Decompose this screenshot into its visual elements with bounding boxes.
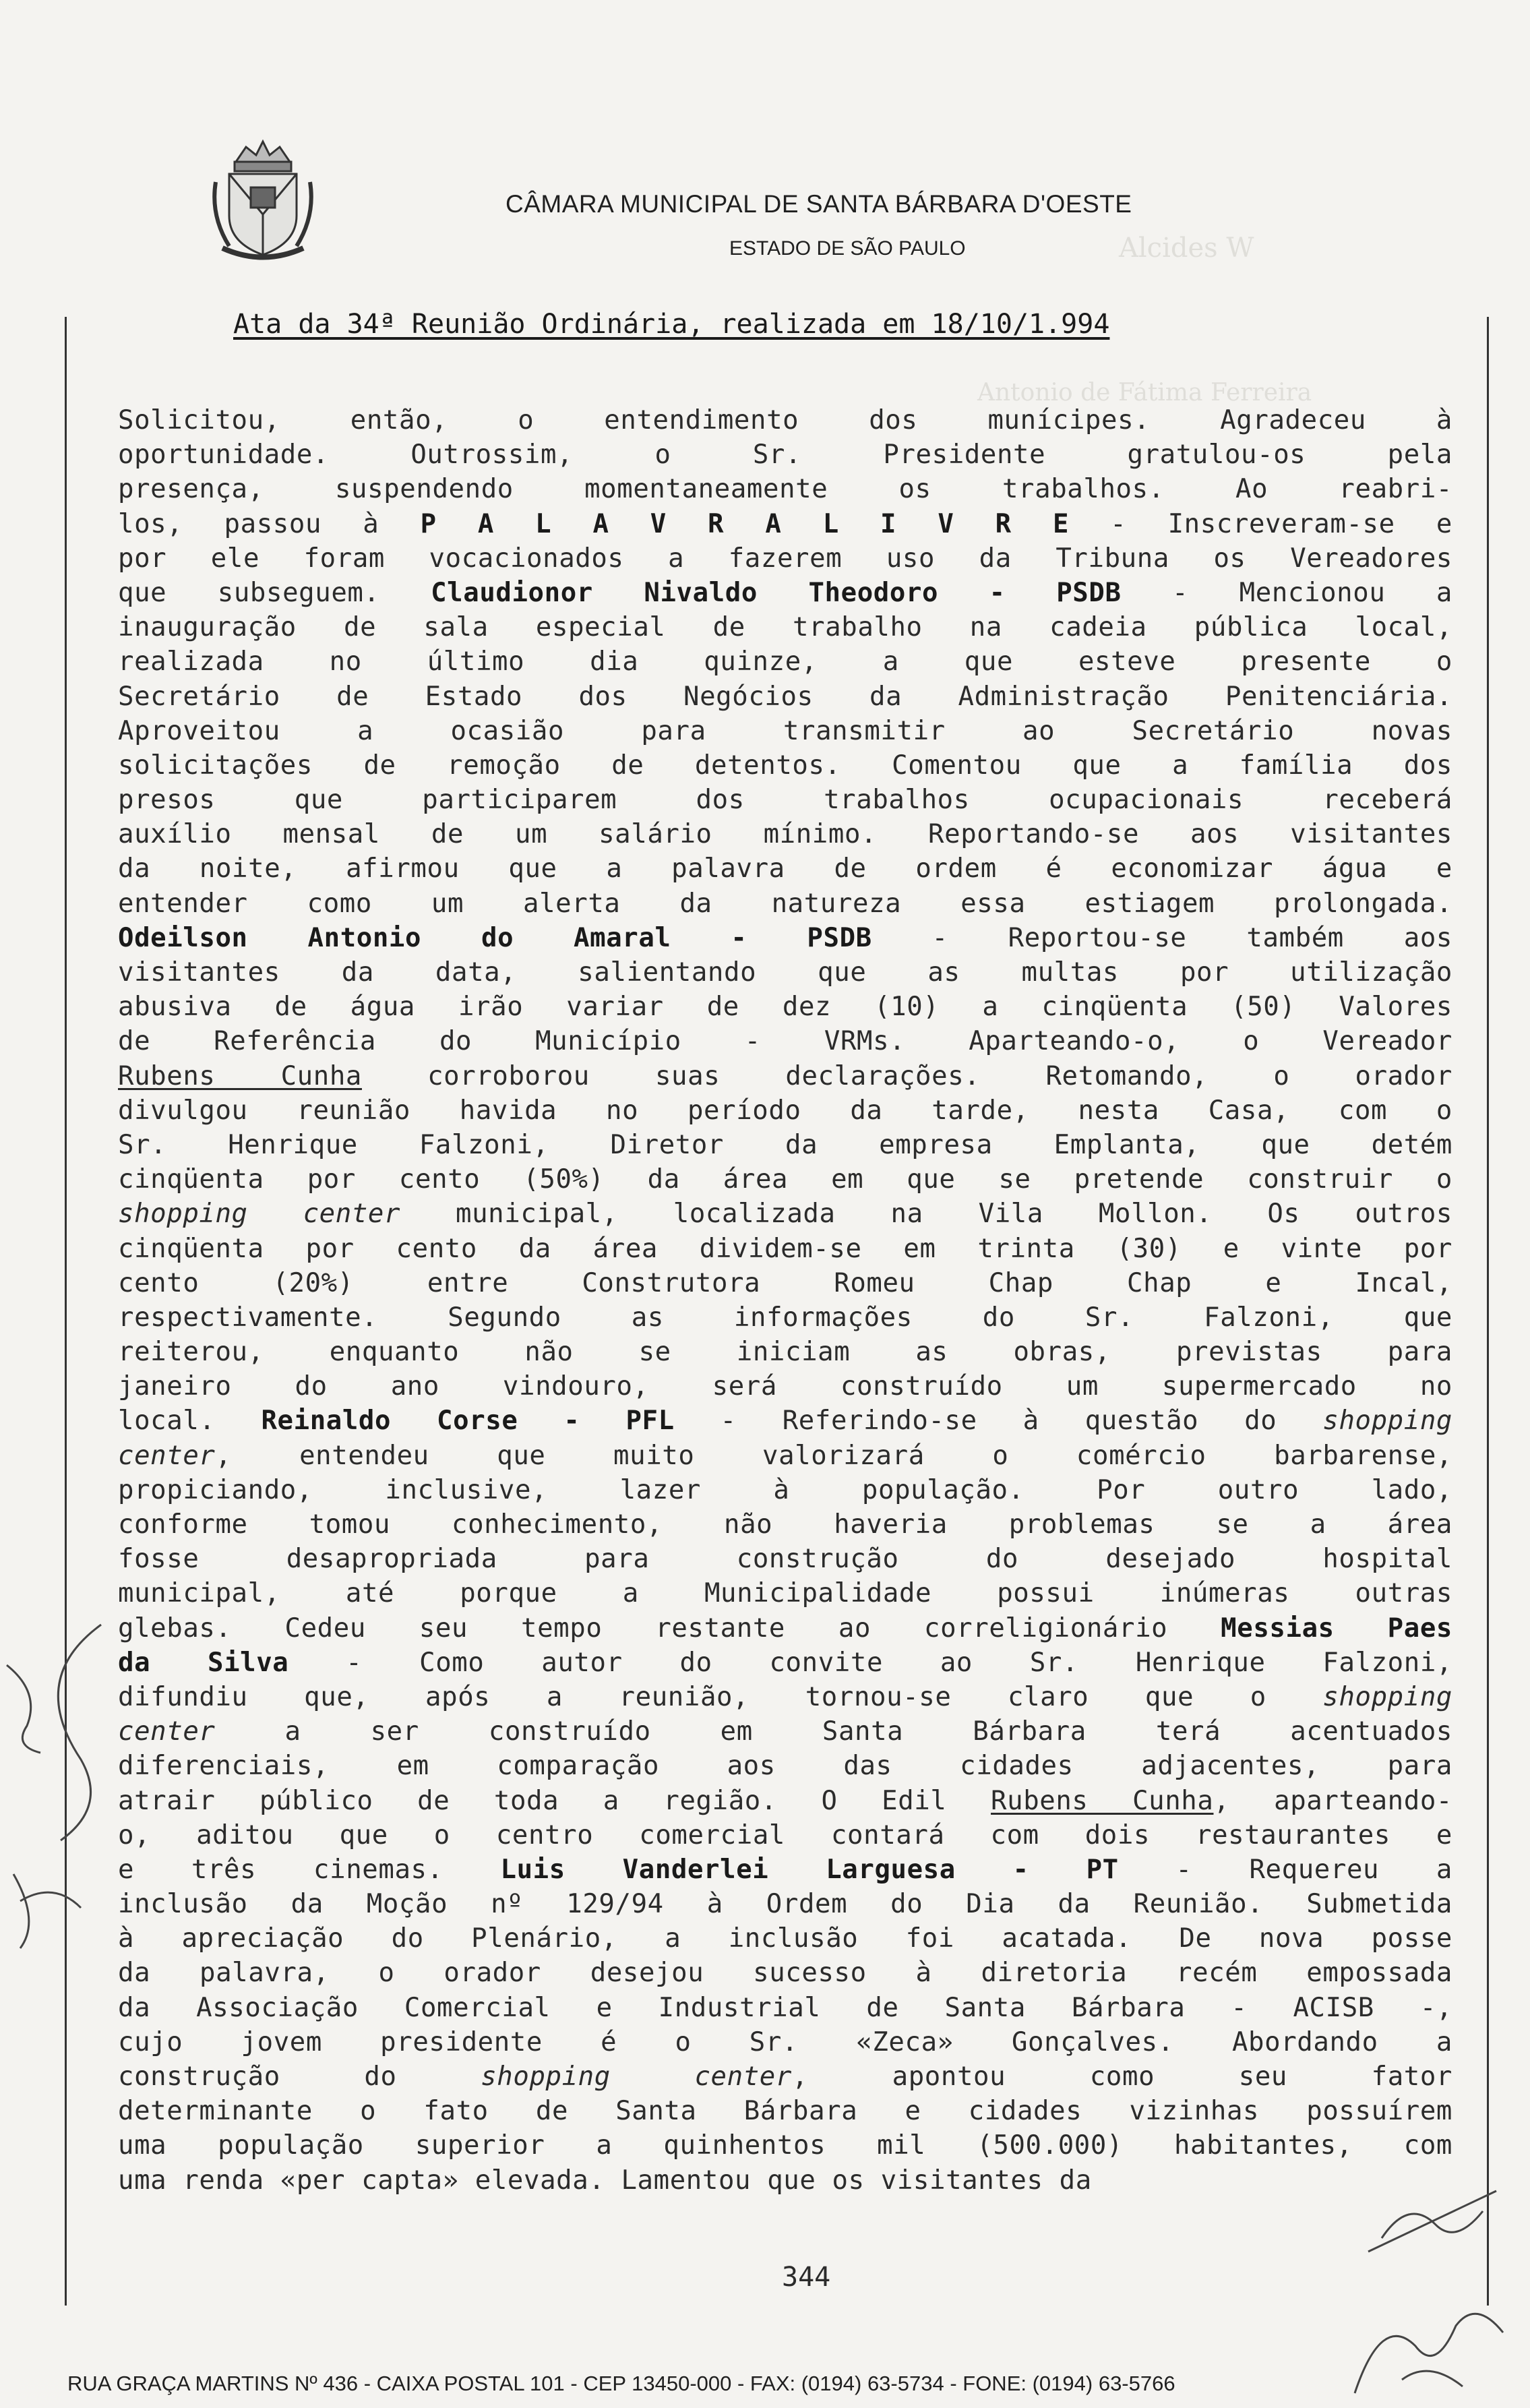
text-segment: janeiro do ano vindouro, será construído um supermercado no bbox=[118, 1371, 1452, 1402]
text-line bbox=[118, 2059, 1452, 2094]
text-segment: - Reportou-se também aos bbox=[871, 922, 1453, 953]
text-segment: Sr. Henrique Falzoni, Diretor da empresa Emplanta, que detém bbox=[118, 1129, 1452, 1160]
text-segment: - Requereu a bbox=[1118, 1854, 1453, 1885]
text-line bbox=[118, 472, 1452, 506]
text-line bbox=[118, 1646, 1452, 1680]
text-line bbox=[118, 2094, 1452, 2128]
text-segment: determinante o fato de Santa Bárbara e cidades vizinhas possuírem bbox=[118, 2096, 1452, 2127]
speaker-name: Luis Vanderlei Larguesa - PT bbox=[500, 1854, 1119, 1885]
text-segment: cinqüenta por cento da área dividem-se em trinta (30) e vinte por bbox=[118, 1233, 1452, 1264]
text-segment: de Referência do Município - VRMs. Aparteando-o, o Vereador bbox=[118, 1026, 1452, 1057]
text-line bbox=[118, 1093, 1452, 1128]
minutes-body-text bbox=[118, 403, 1452, 2198]
text-segment: presos que participarem dos trabalhos ocupacionais receberá bbox=[118, 785, 1452, 816]
italic-term: shopping bbox=[1322, 1681, 1452, 1712]
text-segment: inauguração de sala especial de trabalho na cadeia pública local, bbox=[118, 612, 1452, 643]
text-line bbox=[118, 2128, 1452, 2163]
text-line bbox=[118, 2025, 1452, 2059]
text-line bbox=[118, 1335, 1452, 1369]
text-line bbox=[118, 714, 1452, 748]
text-line bbox=[118, 1714, 1452, 1749]
text-segment: por ele foram vocacionados a fazerem uso da Tribuna os Vereadores bbox=[118, 543, 1452, 574]
page-number: 344 bbox=[782, 2262, 831, 2293]
text-line bbox=[118, 1749, 1452, 1783]
text-line bbox=[118, 1404, 1452, 1438]
text-segment: Aproveitou a ocasião para transmitir ao Secretário novas bbox=[118, 715, 1452, 746]
text-segment: - Inscreveram-se e bbox=[1069, 508, 1452, 539]
text-line bbox=[118, 610, 1452, 644]
text-line bbox=[118, 541, 1452, 576]
text-line bbox=[118, 817, 1452, 851]
italic-term: shopping center bbox=[481, 2061, 792, 2092]
state-name: ESTADO DE SÃO PAULO bbox=[729, 237, 966, 260]
left-margin-rule bbox=[65, 317, 67, 2306]
text-segment: atrair público de toda a região. O Edil bbox=[118, 1785, 991, 1816]
text-segment: , aparteando- bbox=[1213, 1785, 1453, 1816]
text-line bbox=[118, 644, 1452, 679]
text-line bbox=[118, 1576, 1452, 1611]
text-line bbox=[118, 1611, 1452, 1646]
text-line bbox=[118, 438, 1452, 472]
text-segment: - Como autor do convite ao Sr. Henrique Falzoni, bbox=[288, 1647, 1453, 1678]
text-line bbox=[118, 748, 1452, 783]
text-line bbox=[118, 1473, 1452, 1507]
text-segment: inclusão da Moção nº 129/94 à Ordem do Dia da Reunião. Submetida bbox=[118, 1889, 1452, 1920]
text-line bbox=[118, 1266, 1452, 1300]
text-segment: o, aditou que o centro comercial contará com dois restaurantes e bbox=[118, 1819, 1452, 1850]
text-segment: glebas. Cedeu seu tempo restante ao correligionário bbox=[118, 1613, 1221, 1644]
text-line bbox=[118, 1024, 1452, 1058]
text-segment: fosse desapropriada para construção do desejado hospital bbox=[118, 1544, 1452, 1575]
text-segment: municipal, até porque a Municipalidade possui inúmeras outras bbox=[118, 1578, 1452, 1609]
speaker-name: Claudionor Nivaldo Theodoro - PSDB bbox=[431, 577, 1122, 608]
text-line bbox=[118, 1956, 1452, 1990]
text-line bbox=[118, 680, 1452, 714]
institution-name: CÂMARA MUNICIPAL DE SANTA BÁRBARA D'OESTE bbox=[506, 190, 1132, 218]
text-line bbox=[118, 2163, 1452, 2198]
italic-term: center bbox=[118, 1440, 216, 1471]
text-segment: presença, suspendendo momentaneamente os trabalhos. Ao reabri- bbox=[118, 474, 1452, 505]
text-line bbox=[118, 1059, 1452, 1093]
text-segment: cento (20%) entre Construtora Romeu Chap Chap e Incal, bbox=[118, 1267, 1452, 1298]
text-segment: construção do bbox=[118, 2061, 481, 2092]
text-line bbox=[118, 576, 1452, 610]
speaker-name: P A L A V R A L I V R E bbox=[420, 508, 1070, 539]
text-line bbox=[118, 1162, 1452, 1197]
text-line bbox=[118, 1300, 1452, 1335]
text-line bbox=[118, 1921, 1452, 1956]
text-segment: da Associação Comercial e Industrial de Santa Bárbara - ACISB -, bbox=[118, 1992, 1452, 2023]
text-segment: da palavra, o orador desejou sucesso à diretoria recém empossada bbox=[118, 1958, 1452, 1989]
text-line bbox=[118, 1818, 1452, 1853]
underlined-name: Rubens Cunha bbox=[118, 1060, 362, 1091]
speaker-name: Reinaldo Corse - PFL bbox=[261, 1406, 675, 1437]
handwritten-signature-mark bbox=[1341, 2285, 1523, 2407]
document-title: Ata da 34ª Reunião Ordinária, realizada em 18/10/1.994 bbox=[233, 309, 1110, 340]
text-segment: los, passou à bbox=[118, 508, 421, 539]
text-segment: que subseguem. bbox=[118, 577, 431, 608]
text-segment: realizada no último dia quinze, a que esteve presente o bbox=[118, 646, 1452, 678]
text-segment: conforme tomou conhecimento, não haveria problemas se a área bbox=[118, 1509, 1452, 1540]
text-segment: da noite, afirmou que a palavra de ordem é economizar água e bbox=[118, 853, 1452, 884]
text-segment: reiterou, enquanto não se iniciam as obras, previstas para bbox=[118, 1337, 1452, 1368]
speaker-name: Messias Paes bbox=[1221, 1613, 1452, 1644]
text-segment: a ser construído em Santa Bárbara terá acentuados bbox=[215, 1716, 1452, 1747]
text-line bbox=[118, 1128, 1452, 1162]
municipal-coat-of-arms-icon bbox=[209, 135, 317, 263]
text-line bbox=[118, 851, 1452, 886]
text-line bbox=[118, 1507, 1452, 1542]
text-line bbox=[118, 1542, 1452, 1576]
text-segment: local. bbox=[118, 1406, 262, 1437]
text-line bbox=[118, 1369, 1452, 1404]
text-segment: uma renda «per capta» elevada. Lamentou que os visitantes da bbox=[118, 2165, 1092, 2196]
text-segment: abusiva de água irão variar de dez (10) a cinqüenta (50) Valores bbox=[118, 992, 1452, 1023]
text-segment: à apreciação do Plenário, a inclusão foi acatada. De nova posse bbox=[118, 1923, 1452, 1954]
text-segment: diferenciais, em comparação aos das cidades adjacentes, para bbox=[118, 1751, 1452, 1782]
text-line bbox=[118, 1197, 1452, 1231]
text-line bbox=[118, 403, 1452, 438]
text-segment: , apontou como seu fator bbox=[791, 2061, 1453, 2092]
text-segment: respectivamente. Segundo as informações do Sr. Falzoni, que bbox=[118, 1302, 1452, 1333]
italic-term: shopping bbox=[1322, 1406, 1452, 1437]
footer-address: RUA GRAÇA MARTINS Nº 436 - CAIXA POSTAL 101 - CEP 13450-000 - FAX: (0194) 63-5734 - FONE: (0194) 63-5766 bbox=[67, 2372, 1175, 2395]
text-segment: auxílio mensal de um salário mínimo. Reportando-se aos visitantes bbox=[118, 819, 1452, 850]
text-line bbox=[118, 886, 1452, 921]
text-segment: visitantes da data, salientando que as multas por utilização bbox=[118, 957, 1452, 988]
underlined-name: Rubens Cunha bbox=[991, 1785, 1214, 1816]
text-line bbox=[118, 1439, 1452, 1473]
text-line bbox=[118, 1232, 1452, 1266]
text-line bbox=[118, 1887, 1452, 1921]
italic-term: center bbox=[118, 1716, 216, 1747]
text-line bbox=[118, 990, 1452, 1024]
speaker-name: Odeilson Antonio do Amaral - PSDB bbox=[118, 922, 872, 953]
text-line bbox=[118, 1853, 1452, 1887]
text-line bbox=[118, 955, 1452, 990]
bleed-through-text: Antonio de Fátima Ferreira bbox=[977, 379, 1312, 407]
text-segment: , entendeu que muito valorizará o comércio barbarense, bbox=[215, 1440, 1452, 1471]
text-line bbox=[118, 507, 1452, 541]
text-segment: propiciando, inclusive, lazer à população. Por outro lado, bbox=[118, 1474, 1452, 1505]
text-line bbox=[118, 1784, 1452, 1818]
speaker-name: da Silva bbox=[118, 1647, 289, 1678]
text-segment: difundiu que, após a reunião, tornou-se claro que o bbox=[118, 1681, 1323, 1712]
text-line bbox=[118, 1680, 1452, 1714]
text-segment: corroborou suas declarações. Retomando, o orador bbox=[361, 1060, 1452, 1091]
text-segment: - Referindo-se à questão do bbox=[674, 1406, 1323, 1437]
text-segment: uma população superior a quinhentos mil (500.000) habitantes, com bbox=[118, 2130, 1452, 2161]
handwritten-bracket-mark bbox=[0, 1584, 121, 1962]
text-segment: cujo jovem presidente é o Sr. «Zeca» Gonçalves. Abordando a bbox=[118, 2026, 1452, 2057]
text-segment: entender como um alerta da natureza essa estiagem prolongada. bbox=[118, 888, 1452, 919]
text-segment: e três cinemas. bbox=[118, 1854, 501, 1885]
text-line bbox=[118, 783, 1452, 817]
right-margin-rule bbox=[1487, 317, 1489, 2306]
text-segment: cinqüenta por cento (50%) da área em que se pretende construir o bbox=[118, 1164, 1452, 1195]
text-segment: - Mencionou a bbox=[1121, 577, 1452, 608]
text-segment: Secretário de Estado dos Negócios da Administração Penitenciária. bbox=[118, 681, 1452, 712]
text-segment: municipal, localizada na Vila Mollon. Os outros bbox=[400, 1199, 1453, 1230]
text-line bbox=[118, 921, 1452, 955]
text-segment: oportunidade. Outrossim, o Sr. Presidente gratulou-os pela bbox=[118, 440, 1452, 471]
italic-term: shopping center bbox=[118, 1199, 401, 1230]
text-segment: solicitações de remoção de detentos. Comentou que a família dos bbox=[118, 750, 1452, 781]
text-line bbox=[118, 1991, 1452, 2025]
text-segment: Solicitou, então, o entendimento dos munícipes. Agradeceu à bbox=[118, 405, 1452, 435]
bleed-through-text: Alcides W bbox=[1119, 233, 1254, 264]
text-segment: divulgou reunião havida no período da tarde, nesta Casa, com o bbox=[118, 1095, 1452, 1126]
